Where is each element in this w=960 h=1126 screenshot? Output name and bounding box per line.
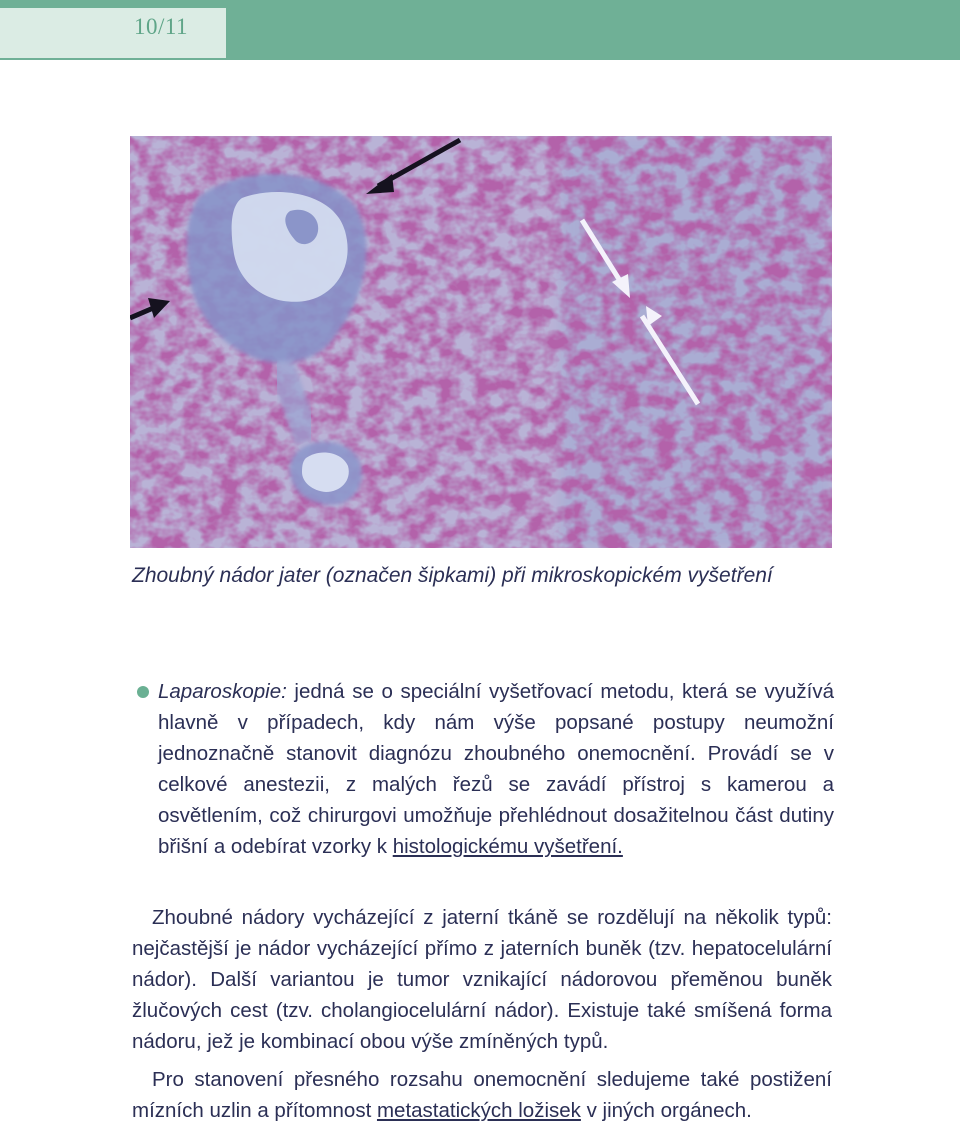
metastasis-link[interactable]: metastatických ložisek — [376, 1099, 581, 1122]
page-number-box — [0, 8, 226, 58]
laparoscopy-text: jedná se o speciální vyšetřovací metodu, která se využívá hlavně v případech, kdy nám výše popsané postupy neumožní jednoznačně stanovit diagnózu zhoubného onemocnění. Provádí se v celkové anestezii, z malých řezů se zavádí přístroj s kamerou a osvětlením, což chirurgovi umožňuje přehlédnout dosažitelnou část dutiny břišní a odebírat vzorky k — [158, 680, 834, 858]
laparoscopy-paragraph — [158, 676, 834, 862]
laparoscopy-term: Laparoskopie: — [158, 680, 287, 703]
tumor-types-paragraph: Zhoubné nádory vycházející z jaterní tkáně se rozdělují na několik typů: nejčastější je nádor vycházející přímo z jaterních buněk (tzv. hepatocelulární nádor). Další variantou je tumor vznikající nádorovou přeměnou buněk žlučových cest (tzv. cholangiocelulární nádor). Existuje také smíšená forma nádoru, jež je kombinací obou výše zmíněných typů. — [132, 906, 832, 1053]
staging-paragraph — [132, 1064, 832, 1126]
staging-text-end: v jiných orgánech. — [580, 1099, 752, 1122]
page-number: 10/11 — [134, 14, 189, 39]
staging-text: Pro stanovení přesného rozsahu onemocnění sledujeme také postižení mízních uzlin a přítomnost — [132, 1068, 832, 1122]
bullet-icon — [137, 686, 149, 698]
histology-link[interactable]: histologickému vyšetření. — [392, 835, 623, 858]
histology-image — [130, 136, 832, 548]
figure-caption: Zhoubný nádor jater (označen šipkami) při mikroskopickém vyšetření — [132, 564, 773, 587]
